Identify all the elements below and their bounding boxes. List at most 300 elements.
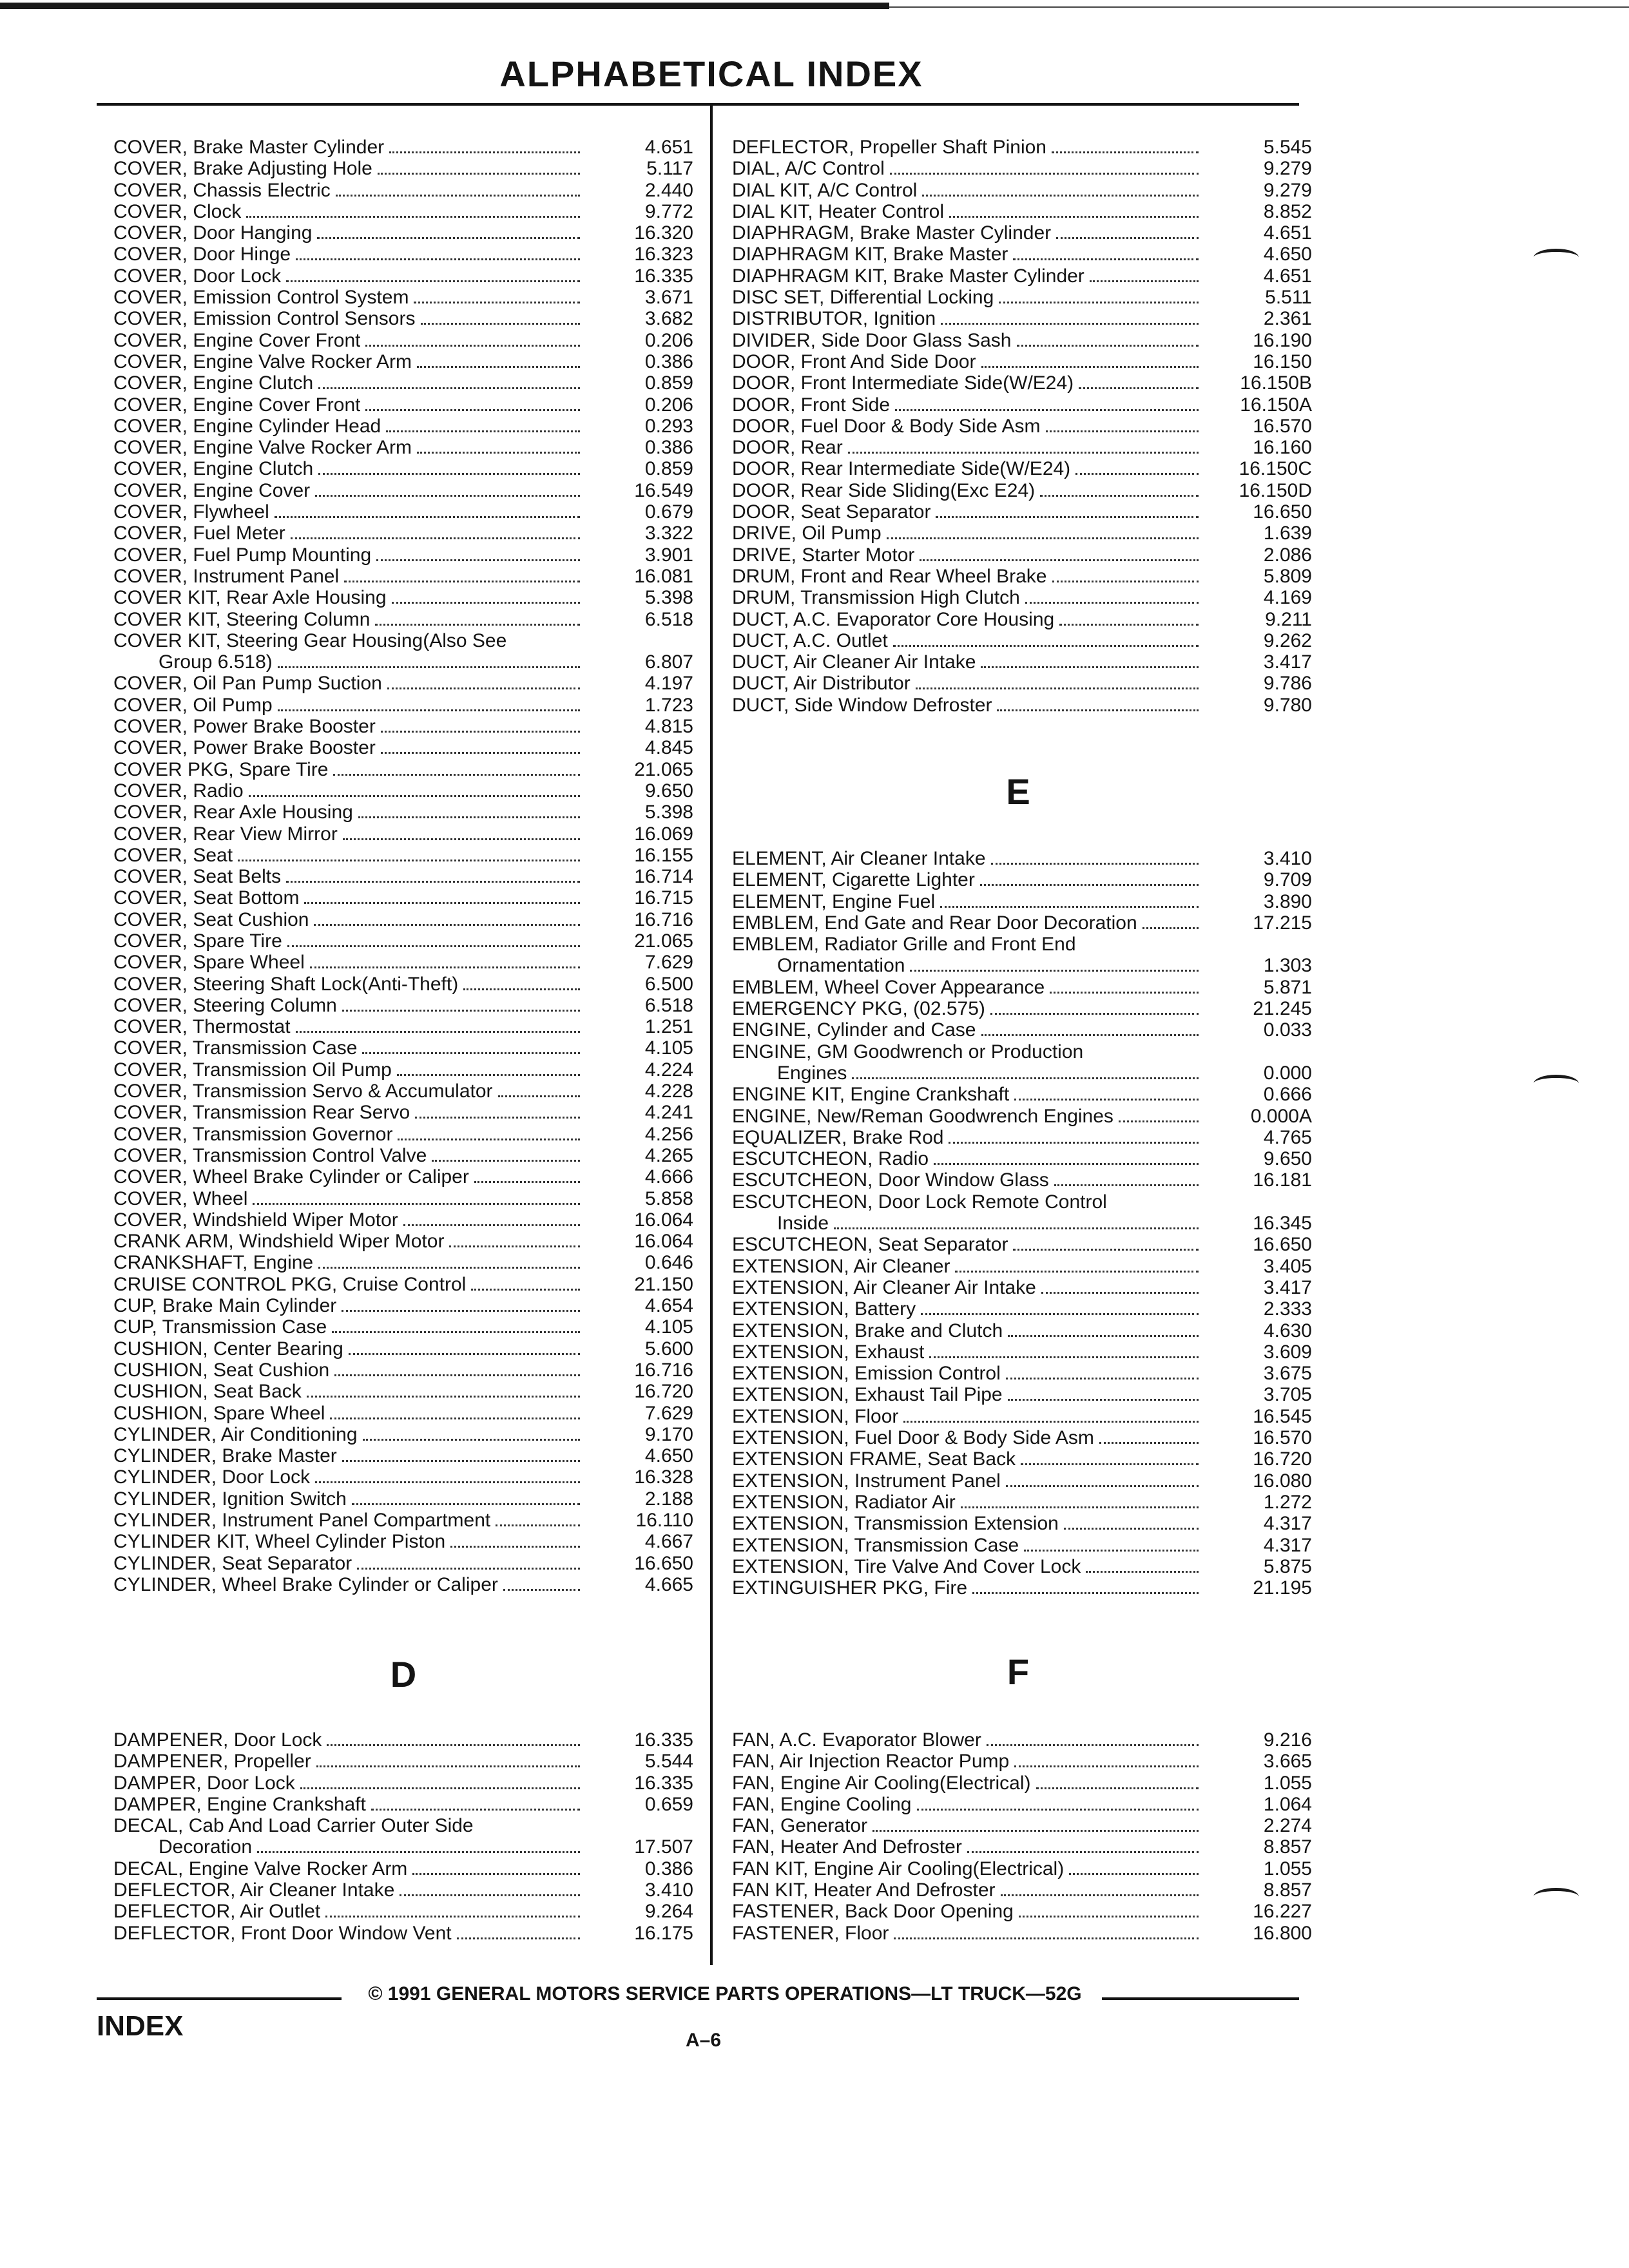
index-entry xyxy=(732,673,1312,694)
entry-text: ENGINE, New/Reman Goodwrench Engines xyxy=(732,1105,1113,1127)
entry-text: EXTENSION, Brake and Clutch xyxy=(732,1320,1003,1341)
index-entry xyxy=(113,1879,693,1901)
index-entry xyxy=(113,1836,693,1858)
index-entry xyxy=(732,330,1312,351)
entry-page: 16.549 xyxy=(634,479,693,501)
entry-page: 8.857 xyxy=(1263,1879,1312,1901)
dot-leader xyxy=(1056,237,1199,239)
entry-page: 16.545 xyxy=(1253,1405,1312,1427)
entry-text: DUCT, Side Window Defroster xyxy=(732,694,992,716)
title-rule xyxy=(97,103,1299,106)
entry-text: CUSHION, Seat Cushion xyxy=(113,1359,330,1381)
entry-page: 1.303 xyxy=(1263,955,1312,977)
entry-page: 4.651 xyxy=(1263,265,1312,287)
index-entry xyxy=(113,952,693,973)
dot-leader xyxy=(275,516,580,518)
entry-page: 16.345 xyxy=(1253,1213,1312,1235)
entry-text: EXTINGUISHER PKG, Fire xyxy=(732,1577,968,1599)
entry-page: 5.511 xyxy=(1265,287,1312,309)
dot-leader xyxy=(1001,1894,1199,1896)
entry-page: 16.335 xyxy=(634,1772,693,1794)
entry-page: 9.211 xyxy=(1265,608,1312,630)
index-entry xyxy=(113,1188,693,1209)
dot-leader xyxy=(415,1117,580,1119)
dot-leader xyxy=(1024,1550,1199,1552)
entry-text: COVER, Thermostat xyxy=(113,1016,291,1038)
dot-leader xyxy=(1069,1873,1199,1875)
entry-page: 3.675 xyxy=(1263,1363,1312,1385)
entry-page: 0.679 xyxy=(644,501,693,523)
entry-text: FAN KIT, Heater And Defroster xyxy=(732,1879,996,1901)
index-entry xyxy=(732,651,1312,673)
index-entry xyxy=(732,587,1312,608)
dot-leader xyxy=(342,1010,580,1012)
entry-text: DRIVE, Oil Pump xyxy=(732,523,882,544)
index-entry xyxy=(732,869,1312,890)
entry-text: COVER, Transmission Rear Servo xyxy=(113,1102,410,1124)
scan-top-rule-thin xyxy=(889,6,1629,8)
left-column-index xyxy=(113,137,693,1595)
entry-text: CUSHION, Center Bearing xyxy=(113,1338,343,1360)
entry-page: 9.709 xyxy=(1263,869,1312,891)
entry-text: EXTENSION, Tire Valve And Cover Lock xyxy=(732,1555,1081,1577)
entry-text: ELEMENT, Air Cleaner Intake xyxy=(732,848,986,869)
index-entry xyxy=(732,1836,1312,1858)
entry-page: 4.666 xyxy=(644,1166,693,1188)
entry-text: EXTENSION, Air Cleaner xyxy=(732,1255,950,1277)
index-entry xyxy=(113,180,693,201)
entry-page: 0.206 xyxy=(644,329,693,351)
entry-text: DIAPHRAGM KIT, Brake Master Cylinder xyxy=(732,265,1084,287)
dot-leader xyxy=(333,774,580,776)
entry-text: Group 6.518) xyxy=(159,651,273,673)
index-entry xyxy=(732,1535,1312,1556)
index-entry xyxy=(113,802,693,823)
entry-text: DECAL, Engine Valve Rocker Arm xyxy=(113,1858,408,1879)
entry-page: 16.714 xyxy=(634,866,693,888)
entry-text: CYLINDER, Instrument Panel Compartment xyxy=(113,1510,491,1531)
entry-page: 7.629 xyxy=(644,1402,693,1424)
footer-copyright: © 1991 GENERAL MOTORS SERVICE PARTS OPERATIONS—LT TRUCK—52G xyxy=(368,1983,1082,2004)
entry-page: 9.650 xyxy=(1263,1148,1312,1170)
dot-leader xyxy=(314,924,580,926)
entry-text: DAMPER, Door Lock xyxy=(113,1772,295,1794)
index-entry xyxy=(732,1127,1312,1148)
entry-text: COVER, Seat Cushion xyxy=(113,908,309,930)
dot-leader xyxy=(872,1830,1199,1832)
index-entry xyxy=(732,1492,1312,1513)
entry-text: DOOR, Rear Side Sliding(Exc E24) xyxy=(732,479,1036,501)
dot-leader xyxy=(949,1142,1199,1144)
entry-text: EMBLEM, Radiator Grille and Front End xyxy=(732,934,1076,956)
dot-leader xyxy=(921,1313,1199,1315)
dot-leader xyxy=(315,1481,580,1483)
dot-leader xyxy=(929,1356,1199,1358)
dot-leader xyxy=(381,731,580,733)
entry-text: COVER, Engine Cylinder Head xyxy=(113,415,381,437)
entry-page: 21.195 xyxy=(1253,1577,1312,1599)
entry-page: 0.033 xyxy=(1263,1019,1312,1041)
dot-leader xyxy=(471,1289,580,1291)
entry-page: 4.651 xyxy=(1263,222,1312,244)
index-entry xyxy=(113,974,693,995)
index-entry xyxy=(732,458,1312,479)
index-entry xyxy=(113,845,693,866)
dot-leader xyxy=(363,1439,580,1441)
index-entry xyxy=(732,1794,1312,1815)
entry-text: Ornamentation xyxy=(777,955,905,977)
entry-page: 5.858 xyxy=(644,1187,693,1209)
dot-leader xyxy=(336,195,580,197)
index-entry xyxy=(732,222,1312,244)
index-entry xyxy=(113,416,693,437)
dot-leader xyxy=(376,559,580,561)
entry-page: 16.150B xyxy=(1240,372,1312,394)
entry-page: 9.279 xyxy=(1263,179,1312,201)
entry-page: 5.398 xyxy=(644,587,693,609)
entry-page: 4.654 xyxy=(644,1295,693,1317)
entry-page: 3.890 xyxy=(1263,890,1312,912)
entry-text: FAN KIT, Engine Air Cooling(Electrical) xyxy=(732,1858,1065,1879)
entry-page: 9.772 xyxy=(644,200,693,222)
entry-page: 0.386 xyxy=(644,351,693,372)
entry-page: 9.780 xyxy=(1263,694,1312,716)
index-entry xyxy=(113,544,693,566)
entry-page: 4.105 xyxy=(644,1037,693,1059)
dot-leader xyxy=(318,387,580,389)
entry-text: DRIVE, Starter Motor xyxy=(732,544,915,566)
dot-leader xyxy=(421,323,581,325)
dot-leader xyxy=(287,945,580,947)
dot-leader xyxy=(893,645,1199,647)
entry-text: EXTENSION, Transmission Extension xyxy=(732,1513,1059,1535)
index-entry xyxy=(732,523,1312,544)
dot-leader xyxy=(307,1396,580,1398)
index-entry xyxy=(113,437,693,458)
dot-leader xyxy=(1079,387,1199,389)
entry-page: 0.386 xyxy=(644,437,693,459)
entry-page: 0.206 xyxy=(644,394,693,416)
index-entry xyxy=(732,1298,1312,1320)
entry-text: COVER, Spare Tire xyxy=(113,930,282,952)
dot-leader xyxy=(940,906,1199,908)
entry-page: 3.609 xyxy=(1263,1341,1312,1363)
dot-leader xyxy=(949,216,1199,218)
dot-leader xyxy=(1052,151,1199,153)
entry-text: ELEMENT, Engine Fuel xyxy=(732,890,936,912)
dot-leader xyxy=(403,1224,580,1226)
entry-text: FAN, A.C. Evaporator Blower xyxy=(732,1729,981,1751)
index-entry xyxy=(732,287,1312,308)
entry-text: COVER, Engine Clutch xyxy=(113,458,314,480)
dot-leader xyxy=(1054,1184,1199,1186)
index-entry xyxy=(113,1209,693,1231)
dot-leader xyxy=(1025,602,1199,604)
entry-text: Decoration xyxy=(159,1836,253,1858)
entry-page: 17.215 xyxy=(1253,912,1312,934)
entry-page: 1.055 xyxy=(1263,1772,1312,1794)
binding-mark xyxy=(1534,1075,1579,1092)
index-entry xyxy=(113,1858,693,1879)
dot-leader xyxy=(941,323,1199,325)
entry-page: 16.328 xyxy=(634,1466,693,1488)
entry-page: 16.570 xyxy=(1253,1427,1312,1449)
dot-leader xyxy=(358,816,580,818)
entry-text: CYLINDER KIT, Wheel Cylinder Piston xyxy=(113,1531,446,1553)
entry-text: CRANKSHAFT, Engine xyxy=(113,1252,314,1274)
entry-text: DRUM, Transmission High Clutch xyxy=(732,587,1020,609)
entry-text: COVER, Transmission Governor xyxy=(113,1123,393,1145)
entry-text: FAN, Heater And Defroster xyxy=(732,1836,962,1858)
index-entry xyxy=(113,651,693,673)
entry-page: 2.361 xyxy=(1263,308,1312,330)
entry-page: 1.251 xyxy=(644,1016,693,1038)
entry-page: 16.110 xyxy=(635,1510,693,1531)
index-entry xyxy=(113,716,693,737)
dot-leader xyxy=(371,1809,580,1811)
dot-leader xyxy=(1086,1571,1199,1573)
entry-text: CUP, Brake Main Cylinder xyxy=(113,1295,337,1317)
index-entry xyxy=(732,180,1312,201)
entry-text: EXTENSION, Floor xyxy=(732,1405,899,1427)
index-entry xyxy=(732,308,1312,329)
index-entry xyxy=(732,416,1312,437)
entry-text: EMBLEM, End Gate and Rear Door Decoration xyxy=(732,912,1137,934)
dot-leader xyxy=(286,280,580,282)
dot-leader xyxy=(246,216,580,218)
entry-text: EXTENSION, Exhaust xyxy=(732,1341,925,1363)
dot-leader xyxy=(1014,1765,1199,1767)
dot-leader xyxy=(327,1744,580,1746)
dot-leader xyxy=(296,258,580,260)
entry-text: DEFLECTOR, Propeller Shaft Pinion xyxy=(732,137,1046,158)
index-entry xyxy=(732,1406,1312,1427)
footer-page-number: A–6 xyxy=(686,2030,722,2051)
index-entry xyxy=(113,930,693,952)
entry-text: DOOR, Front Intermediate Side(W/E24) xyxy=(732,372,1074,394)
entry-page: 16.190 xyxy=(1253,329,1312,351)
entry-text: EMBLEM, Wheel Cover Appearance xyxy=(732,976,1045,998)
index-entry xyxy=(113,759,693,780)
entry-text: EXTENSION, Instrument Panel xyxy=(732,1470,1001,1492)
index-entry xyxy=(113,308,693,329)
index-entry xyxy=(732,1191,1312,1213)
entry-page: 16.150A xyxy=(1240,394,1312,416)
entry-text: DECAL, Cab And Load Carrier Outer Side xyxy=(113,1815,474,1837)
dot-leader xyxy=(997,709,1199,711)
index-entry xyxy=(113,523,693,544)
entry-page: 6.807 xyxy=(644,651,693,673)
index-entry xyxy=(113,458,693,479)
entry-text: COVER, Steering Shaft Lock(Anti-Theft) xyxy=(113,973,459,995)
dot-leader xyxy=(1075,473,1199,475)
index-entry xyxy=(113,1016,693,1037)
entry-page: 0.859 xyxy=(644,458,693,480)
dot-leader xyxy=(375,624,580,626)
entry-text: COVER, Engine Cover Front xyxy=(113,329,361,351)
dot-leader xyxy=(318,473,580,475)
entry-text: ESCUTCHEON, Seat Separator xyxy=(732,1234,1008,1256)
dot-leader xyxy=(278,709,580,711)
entry-text: COVER, Engine Valve Rocker Arm xyxy=(113,351,412,372)
entry-page: 21.065 xyxy=(634,930,693,952)
entry-text: COVER, Seat Belts xyxy=(113,866,282,888)
index-entry xyxy=(732,1363,1312,1384)
index-entry xyxy=(113,1751,693,1772)
index-entry xyxy=(732,501,1312,523)
dot-leader xyxy=(432,1160,580,1162)
index-entry xyxy=(732,1729,1312,1751)
entry-page: 16.160 xyxy=(1253,437,1312,459)
index-entry xyxy=(113,480,693,501)
entry-page: 4.317 xyxy=(1263,1513,1312,1535)
index-entry xyxy=(732,265,1312,287)
index-entry xyxy=(113,695,693,716)
entry-page: 16.335 xyxy=(634,265,693,287)
entry-text: COVER KIT, Steering Column xyxy=(113,608,371,630)
entry-text: CYLINDER, Door Lock xyxy=(113,1466,311,1488)
entry-page: 21.245 xyxy=(1253,998,1312,1020)
dot-leader xyxy=(1046,430,1199,432)
entry-page: 0.000A xyxy=(1250,1105,1312,1127)
dot-leader xyxy=(987,1744,1199,1746)
index-entry xyxy=(113,330,693,351)
entry-page: 1.639 xyxy=(1263,523,1312,544)
entry-text: CYLINDER, Wheel Brake Cylinder or Caliper xyxy=(113,1573,498,1595)
entry-page: 16.650 xyxy=(1253,1234,1312,1256)
dot-leader xyxy=(917,1809,1199,1811)
entry-text: CRUISE CONTROL PKG, Cruise Control xyxy=(113,1273,467,1295)
entry-text: EXTENSION FRAME, Seat Back xyxy=(732,1448,1016,1470)
dot-leader xyxy=(318,1267,580,1269)
dot-leader xyxy=(1019,1916,1199,1917)
index-entry xyxy=(113,673,693,694)
dot-leader xyxy=(278,666,580,668)
entry-text: COVER, Emission Control Sensors xyxy=(113,308,416,330)
binding-mark xyxy=(1534,1888,1579,1905)
entry-page: 2.333 xyxy=(1263,1298,1312,1320)
index-entry xyxy=(732,1858,1312,1879)
column-divider xyxy=(710,103,713,1965)
dot-leader xyxy=(249,795,580,797)
entry-text: COVER, Seat Bottom xyxy=(113,887,300,909)
index-entry xyxy=(732,695,1312,716)
index-entry xyxy=(113,1252,693,1273)
dot-leader xyxy=(400,1894,580,1896)
entry-page: 16.181 xyxy=(1253,1169,1312,1191)
index-entry xyxy=(732,1427,1312,1448)
dot-leader xyxy=(417,366,580,368)
footer-rule-right xyxy=(1102,1997,1299,2000)
index-entry xyxy=(732,630,1312,651)
dot-leader xyxy=(365,345,580,347)
entry-text: COVER, Flywheel xyxy=(113,501,269,523)
index-entry xyxy=(113,372,693,394)
index-entry xyxy=(113,609,693,630)
entry-text: COVER, Rear Axle Housing xyxy=(113,802,353,823)
index-entry xyxy=(113,1102,693,1123)
index-entry xyxy=(732,437,1312,458)
dot-leader xyxy=(1040,495,1199,497)
index-entry xyxy=(732,1513,1312,1534)
entry-page: 0.293 xyxy=(644,415,693,437)
dot-leader xyxy=(1008,1335,1199,1337)
entry-page: 21.065 xyxy=(634,758,693,780)
entry-page: 16.716 xyxy=(634,908,693,930)
entry-text: FAN, Engine Air Cooling(Electrical) xyxy=(732,1772,1031,1794)
index-entry xyxy=(113,1466,693,1488)
entry-page: 5.875 xyxy=(1263,1555,1312,1577)
entry-text: DIAPHRAGM, Brake Master Cylinder xyxy=(732,222,1052,244)
dot-leader xyxy=(922,195,1199,197)
index-entry xyxy=(732,912,1312,934)
section-letter-e: E xyxy=(1006,771,1030,812)
entry-page: 5.871 xyxy=(1263,976,1312,998)
entry-text: DAMPENER, Propeller xyxy=(113,1751,311,1773)
entry-page: 5.809 xyxy=(1263,565,1312,587)
index-entry xyxy=(113,244,693,265)
entry-text: DUCT, Air Cleaner Air Intake xyxy=(732,651,976,673)
entry-text: CUSHION, Seat Back xyxy=(113,1381,302,1403)
scan-top-rule xyxy=(0,3,889,9)
entry-page: 4.105 xyxy=(644,1316,693,1338)
dot-leader xyxy=(934,1163,1199,1165)
entry-page: 3.417 xyxy=(1263,651,1312,673)
index-entry xyxy=(113,1316,693,1338)
binding-mark xyxy=(1534,249,1579,266)
entry-page: 16.080 xyxy=(1253,1470,1312,1492)
entry-text: FASTENER, Floor xyxy=(732,1922,889,1944)
entry-page: 1.064 xyxy=(1263,1793,1312,1815)
dot-leader xyxy=(286,881,580,883)
entry-text: DUCT, A.C. Evaporator Core Housing xyxy=(732,608,1055,630)
entry-page: 3.405 xyxy=(1263,1255,1312,1277)
section-e-index xyxy=(732,848,1312,1599)
entry-page: 16.320 xyxy=(634,222,693,244)
dot-leader xyxy=(381,752,580,754)
entry-text: COVER PKG, Spare Tire xyxy=(113,758,329,780)
index-entry xyxy=(113,995,693,1016)
entry-text: COVER, Radio xyxy=(113,780,244,802)
index-entry xyxy=(113,158,693,179)
dot-leader xyxy=(981,666,1199,668)
entry-text: ENGINE, Cylinder and Case xyxy=(732,1019,976,1041)
index-entry xyxy=(732,566,1312,587)
entry-text: EQUALIZER, Brake Rod xyxy=(732,1126,944,1148)
entry-page: 4.256 xyxy=(644,1123,693,1145)
entry-text: COVER, Spare Wheel xyxy=(113,952,305,974)
index-entry xyxy=(113,780,693,802)
entry-text: ESCUTCHEON, Radio xyxy=(732,1148,929,1170)
dot-leader xyxy=(1050,992,1199,994)
index-entry xyxy=(732,1751,1312,1772)
dot-leader xyxy=(1017,345,1199,347)
entry-page: 4.650 xyxy=(644,1445,693,1467)
entry-page: 5.600 xyxy=(644,1338,693,1360)
index-entry xyxy=(113,1553,693,1574)
entry-text: EXTENSION, Radiator Air xyxy=(732,1491,956,1513)
entry-text: ENGINE KIT, Engine Crankshaft xyxy=(732,1084,1010,1106)
entry-text: CYLINDER, Air Conditioning xyxy=(113,1423,358,1445)
index-entry xyxy=(732,848,1312,869)
entry-page: 16.150C xyxy=(1239,458,1312,480)
index-entry xyxy=(732,1106,1312,1127)
dot-leader xyxy=(936,516,1199,518)
index-entry xyxy=(732,955,1312,976)
entry-text: DISTRIBUTOR, Ignition xyxy=(732,308,936,330)
index-entry xyxy=(732,1556,1312,1577)
dot-leader xyxy=(343,838,580,840)
